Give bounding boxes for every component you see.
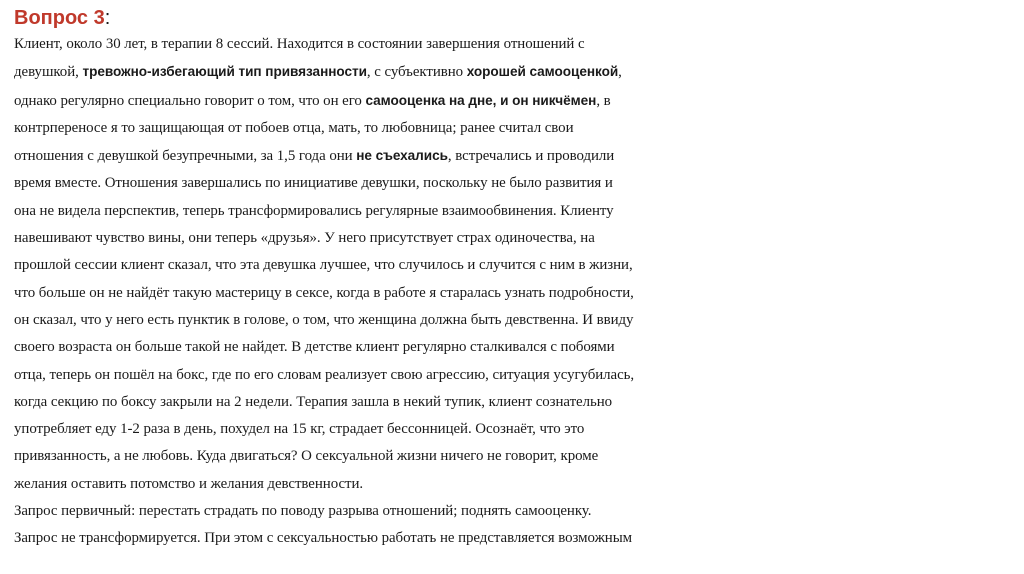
text-line bbox=[14, 498, 1014, 525]
text-line bbox=[14, 87, 1014, 115]
text-line bbox=[14, 443, 1014, 470]
text-line bbox=[14, 471, 1014, 498]
text-line bbox=[14, 170, 1014, 197]
text-line bbox=[14, 280, 1014, 307]
text-run: Запрос не трансформируется. При этом с сексуальностью работать не представляется возможным bbox=[14, 530, 633, 547]
text-run: когда секцию по боксу закрыли на 2 недели. Терапия зашла в некий тупик, клиент сознательно bbox=[14, 393, 613, 410]
text-run: контрпереносе я то защищающая от побоев отца, мать, то любовница; ранее считал свои bbox=[14, 119, 574, 136]
text-run: что больше он не найдёт такую мастерицу в сексе, когда в работе я старалась узнать подробности, bbox=[14, 284, 634, 301]
text-run: однако регулярно специально говорит о том, что он его bbox=[14, 92, 366, 109]
emphasized-phrase: тревожно-избегающий тип привязанности bbox=[82, 64, 367, 80]
emphasized-phrase: самооценка на дне, и он никчёмен bbox=[365, 92, 597, 108]
text-run: привязанность, а не любовь. Куда двигаться? О сексуальной жизни ничего не говорит, кроме bbox=[14, 448, 599, 465]
text-line bbox=[14, 362, 1014, 389]
text-line bbox=[14, 58, 1014, 86]
text-line bbox=[14, 389, 1014, 416]
text-run: желания оставить потомство и желания девственности. bbox=[14, 475, 364, 492]
text-run: отношения с девушкой безупречными, за 1,5 года они bbox=[14, 148, 357, 165]
text-run: девушкой, bbox=[14, 64, 83, 81]
question-title: Вопрос 3 bbox=[14, 7, 105, 29]
text-run: , в bbox=[596, 92, 611, 109]
text-line bbox=[14, 307, 1014, 334]
text-run: Запрос первичный: перестать страдать по поводу разрыва отношений; поднять самооценку. bbox=[14, 503, 592, 520]
question-title-colon: : bbox=[104, 7, 111, 29]
text-run: прошлой сессии клиент сказал, что эта девушка лучшее, что случилось и случится с ним в жизни, bbox=[14, 257, 633, 274]
text-run: , bbox=[618, 64, 622, 81]
text-line bbox=[14, 225, 1014, 252]
question-heading bbox=[14, 5, 1014, 31]
case-description bbox=[14, 31, 1014, 553]
text-run: отца, теперь он пошёл на бокс, где по его словам реализует свою агрессию, ситуация усугубилась, bbox=[14, 366, 635, 383]
text-run: она не видела перспектив, теперь трансформировались регулярные взаимообвинения. Клиенту bbox=[14, 202, 614, 219]
text-run: , с субъективно bbox=[366, 64, 467, 81]
text-line bbox=[14, 416, 1014, 443]
text-run: время вместе. Отношения завершались по инициативе девушки, поскольку не было развития и bbox=[14, 175, 613, 192]
text-line bbox=[14, 525, 1014, 552]
text-line bbox=[14, 31, 1014, 58]
text-line bbox=[14, 198, 1014, 225]
text-line bbox=[14, 142, 1014, 170]
text-line bbox=[14, 115, 1014, 142]
emphasized-phrase: хорошей самооценкой bbox=[466, 64, 619, 80]
text-run: он сказал, что у него есть пунктик в голове, о том, что женщина должна быть девственна. И ввиду bbox=[14, 311, 634, 328]
text-run: , встречались и проводили bbox=[447, 148, 615, 165]
text-line bbox=[14, 334, 1014, 361]
text-run: Клиент, около 30 лет, в терапии 8 сессий. Находится в состоянии завершения отношений с bbox=[14, 36, 585, 52]
slide-content bbox=[14, 5, 1014, 553]
text-run: навешивают чувство вины, они теперь «друзья». У него присутствует страх одиночества, на bbox=[14, 230, 595, 247]
text-line bbox=[14, 252, 1014, 279]
emphasized-phrase: не съехались bbox=[356, 148, 448, 164]
text-run: употребляет еду 1-2 раза в день, похудел на 15 кг, страдает бессонницей. Осознаёт, что это bbox=[14, 421, 585, 438]
text-run: своего возраста он больше такой не найдет. В детстве клиент регулярно сталкивался с побоями bbox=[14, 339, 615, 356]
